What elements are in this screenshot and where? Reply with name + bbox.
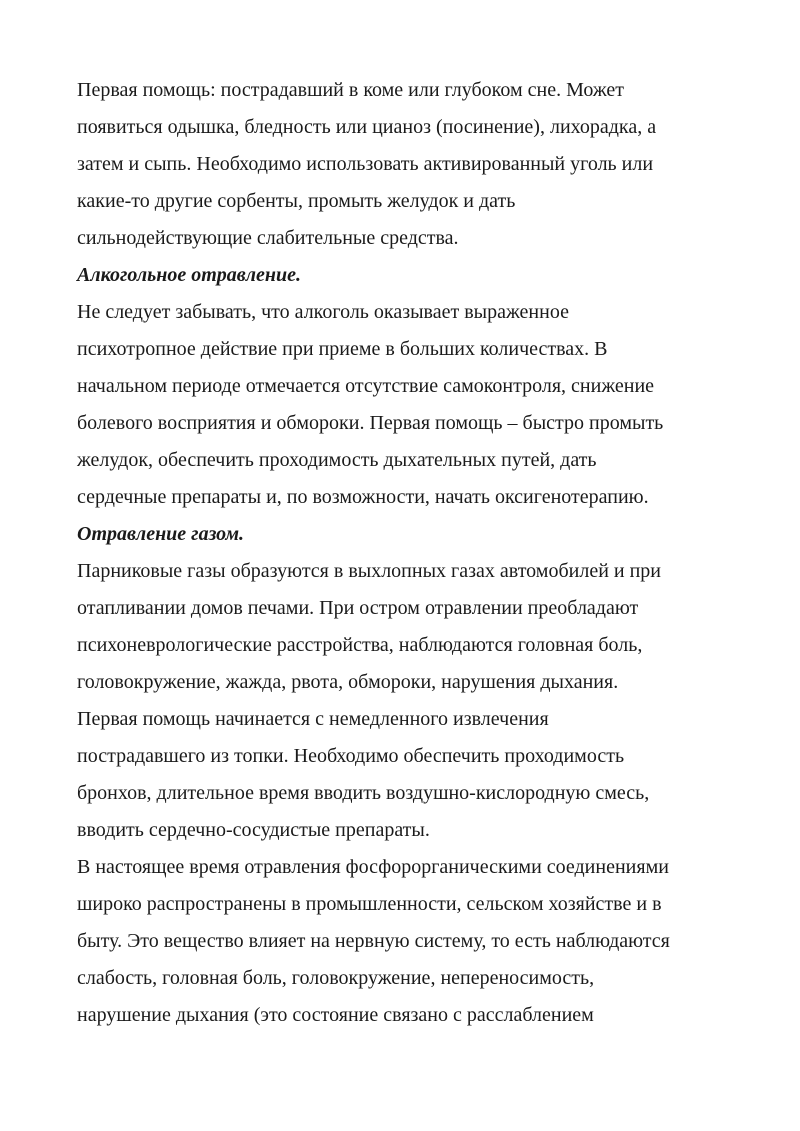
text-line: какие-то другие сорбенты, промыть желудок и дать bbox=[77, 190, 516, 212]
text-line: В настоящее время отравления фосфорорганическими соединениями bbox=[77, 856, 669, 878]
text-line: болевого восприятия и обмороки. Первая помощь – быстро промыть bbox=[77, 412, 664, 434]
text-line: сердечные препараты и, по возможности, начать оксигенотерапию. bbox=[77, 486, 649, 508]
text-line: Не следует забывать, что алкоголь оказывает выраженное bbox=[77, 301, 569, 323]
text-line: отапливании домов печами. При остром отравлении преобладают bbox=[77, 597, 639, 619]
text-line: желудок, обеспечить проходимость дыхательных путей, дать bbox=[77, 449, 597, 471]
text-line: затем и сыпь. Необходимо использовать активированный уголь или bbox=[77, 153, 654, 175]
text-line: психоневрологические расстройства, наблюдаются головная боль, bbox=[77, 634, 643, 656]
text-line: сильнодействующие слабительные средства. bbox=[77, 227, 459, 249]
text-line: начальном периоде отмечается отсутствие самоконтроля, снижение bbox=[77, 375, 655, 397]
text-line: бронхов, длительное время вводить воздушно-кислородную смесь, bbox=[77, 782, 650, 804]
document-body bbox=[77, 72, 737, 1034]
text-line: быту. Это вещество влияет на нервную систему, то есть наблюдаются bbox=[77, 930, 670, 952]
section-heading: Отравление газом. bbox=[77, 523, 245, 545]
text-line: психотропное действие при приеме в больших количествах. В bbox=[77, 338, 608, 360]
text-line: широко распространены в промышленности, сельском хозяйстве и в bbox=[77, 893, 662, 915]
section-heading: Алкогольное отравление. bbox=[77, 264, 301, 286]
text-line: головокружение, жажда, рвота, обмороки, нарушения дыхания. bbox=[77, 671, 619, 693]
text-line: слабость, головная боль, головокружение, непереносимость, bbox=[77, 967, 595, 989]
text-line: Первая помощь: пострадавший в коме или глубоком сне. Может bbox=[77, 79, 625, 101]
text-line: вводить сердечно-сосудистые препараты. bbox=[77, 819, 430, 841]
text-line: Первая помощь начинается с немедленного извлечения bbox=[77, 708, 549, 730]
text-line: появиться одышка, бледность или цианоз (посинение), лихорадка, а bbox=[77, 116, 657, 138]
text-line: пострадавшего из топки. Необходимо обеспечить проходимость bbox=[77, 745, 625, 767]
text-line: Парниковые газы образуются в выхлопных газах автомобилей и при bbox=[77, 560, 662, 582]
text-line: нарушение дыхания (это состояние связано с расслаблением bbox=[77, 1004, 594, 1026]
